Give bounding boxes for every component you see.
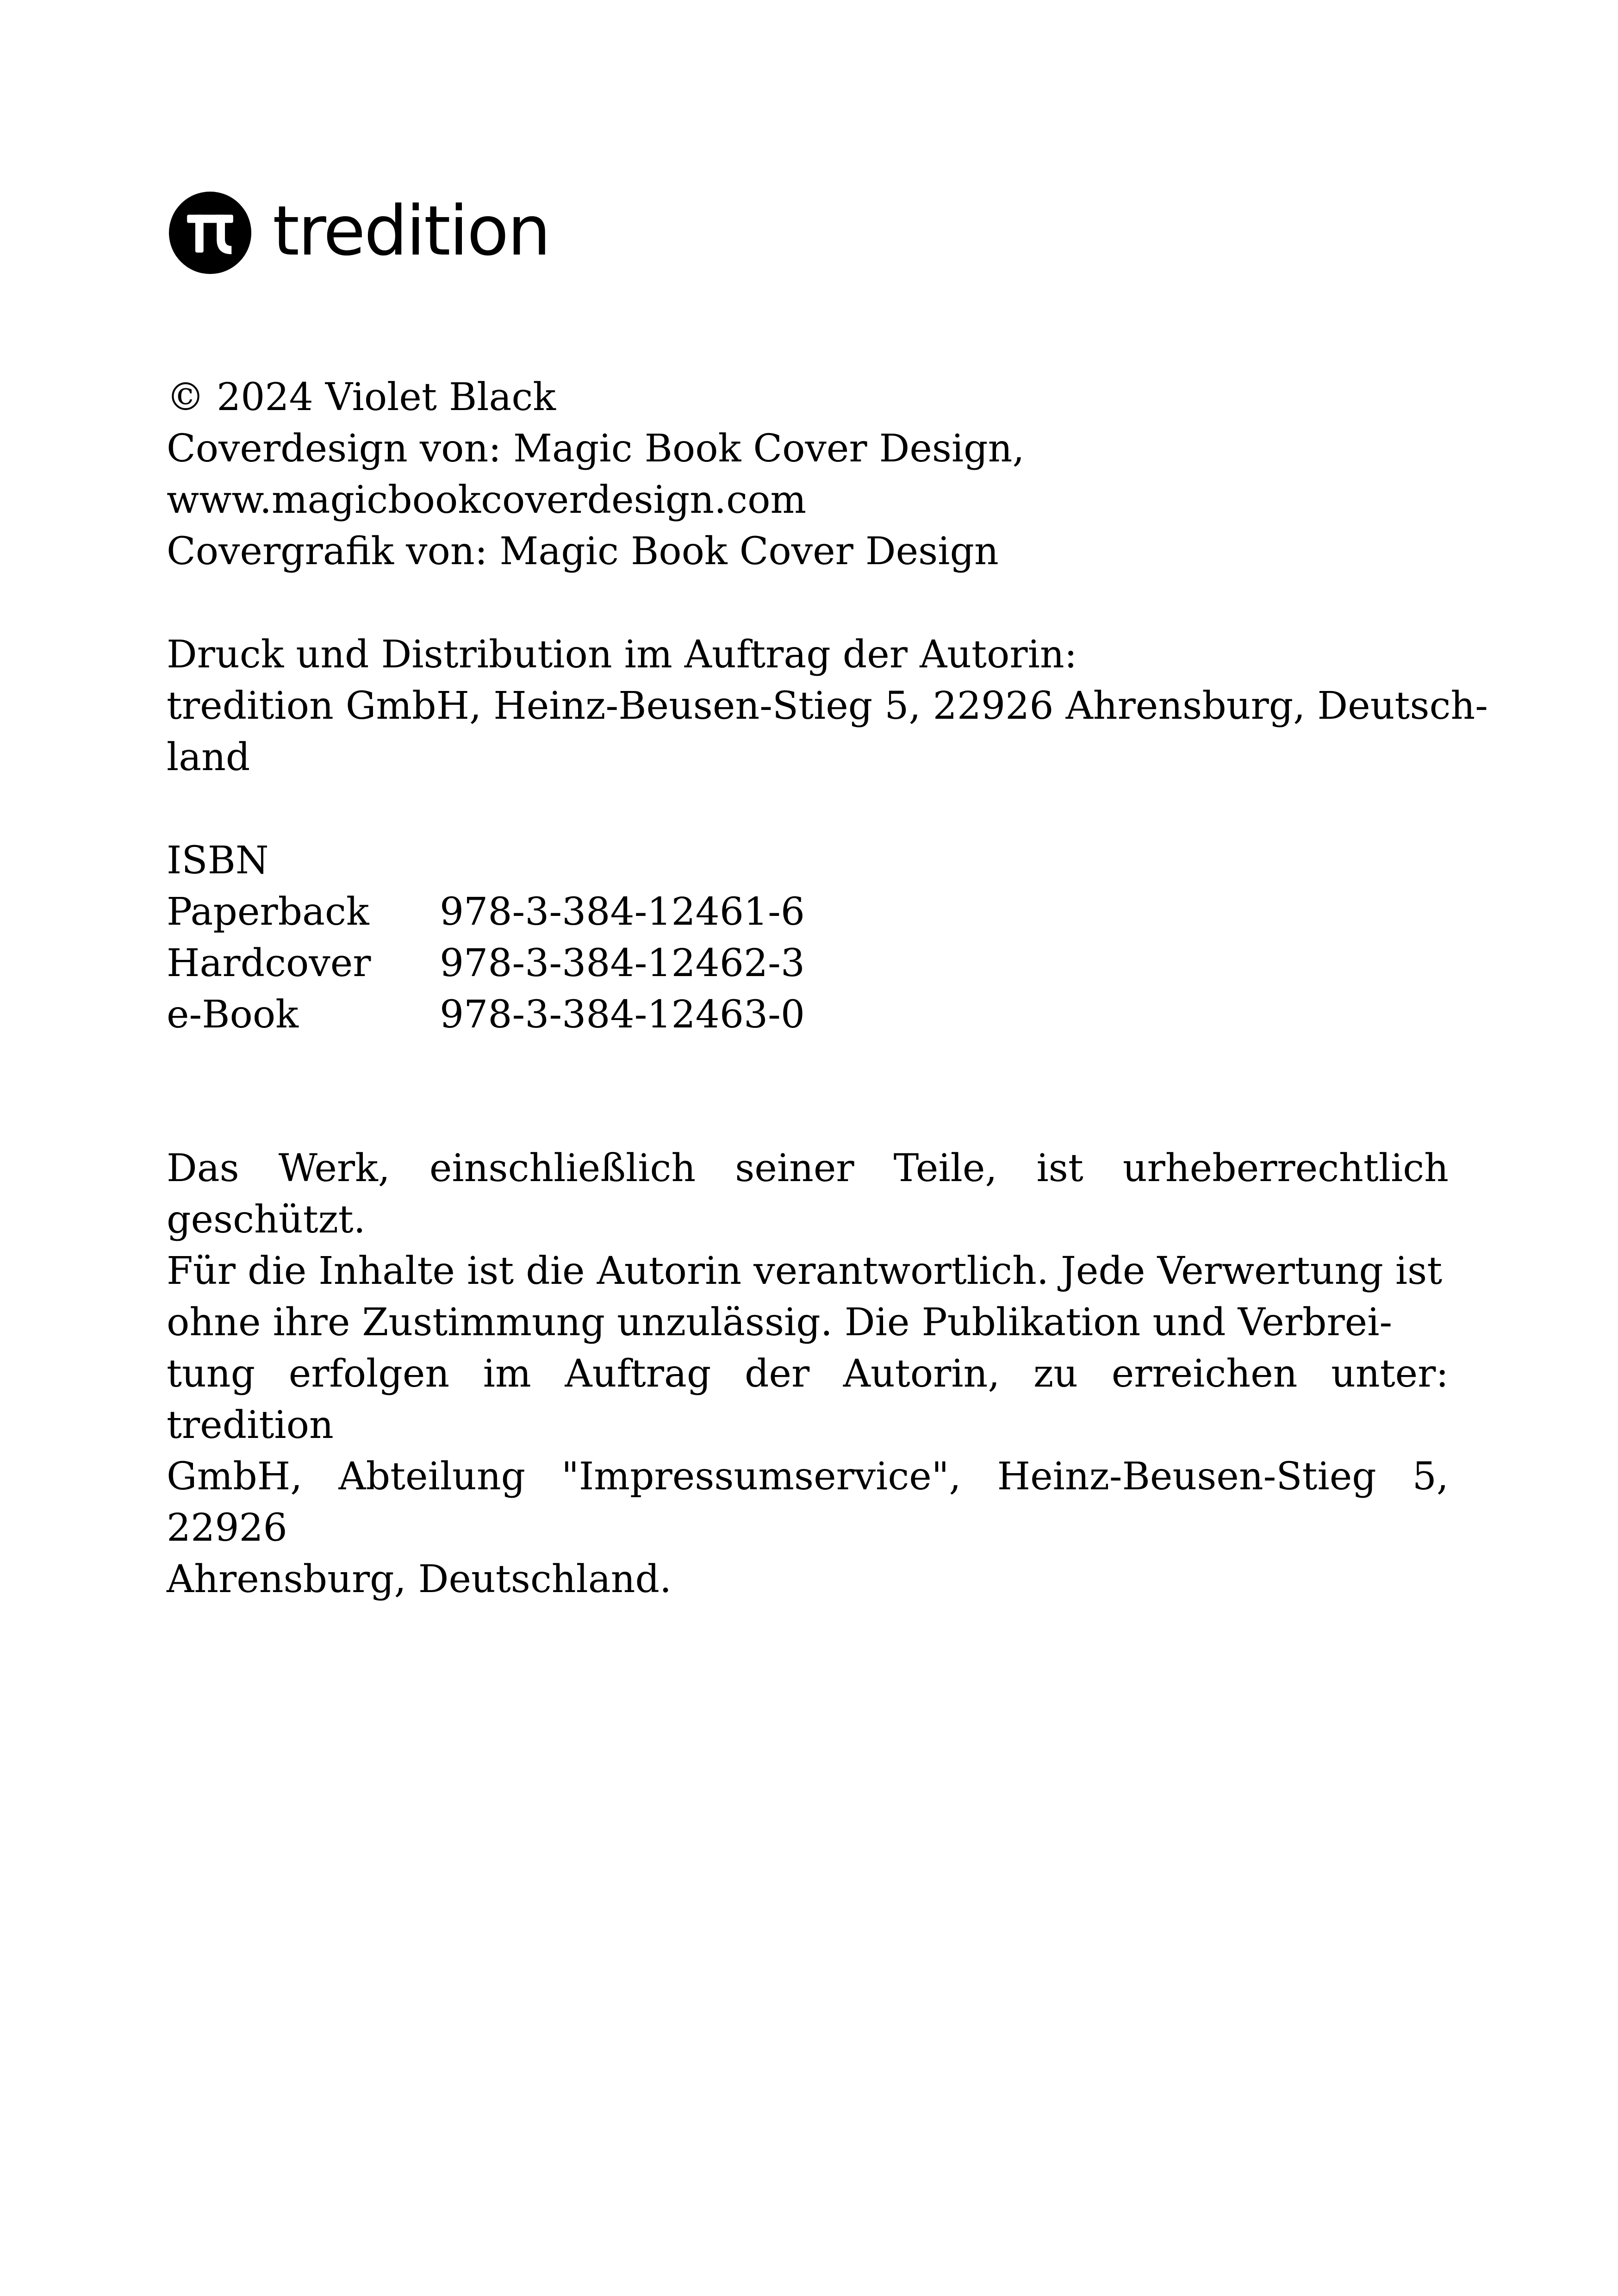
publisher-logo [169, 191, 549, 274]
isbn-number: 978-3-384-12462-3 [440, 941, 805, 985]
isbn-block [167, 835, 1449, 1040]
isbn-number: 978-3-384-12463-0 [440, 993, 805, 1037]
print-line-3: land [167, 735, 250, 779]
isbn-heading: ISBN [167, 839, 269, 883]
isbn-format: Paperback [167, 890, 369, 934]
isbn-number: 978-3-384-12461-6 [440, 890, 805, 934]
isbn-format: Hardcover [167, 941, 371, 985]
logo-wordmark: tredition [273, 191, 550, 271]
legal-notice [167, 1143, 1449, 1605]
cover-design-line: Coverdesign von: Magic Book Cover Design, [167, 427, 1025, 471]
legal-line: tung erfolgen im Auftrag der Autorin, zu erreichen unter: tredition [167, 1352, 1449, 1447]
copyright-line: © 2024 Violet Black [167, 375, 556, 419]
print-distribution-block [167, 629, 1488, 783]
cover-graphic-line: Covergrafik von: Magic Book Cover Design [167, 529, 999, 573]
print-line-2: tredition GmbH, Heinz-Beusen-Stieg 5, 22926 Ahrensburg, Deutsch- [167, 684, 1488, 728]
cover-design-url: www.magicbookcoverdesign.com [167, 478, 807, 522]
legal-line: Für die Inhalte ist die Autorin verantwortlich. Jede Verwertung ist [167, 1249, 1443, 1293]
legal-line: Ahrensburg, Deutschland. [167, 1557, 672, 1601]
print-line-1: Druck und Distribution im Auftrag der Autorin: [167, 633, 1077, 677]
legal-line: GmbH, Abteilung "Impressumservice", Heinz-Beusen-Stieg 5, 22926 [167, 1455, 1449, 1550]
isbn-row [167, 989, 1449, 1040]
tredition-logo-icon [169, 192, 251, 274]
isbn-row [167, 886, 1449, 938]
isbn-format: e-Book [167, 993, 299, 1037]
legal-line: ohne ihre Zustimmung unzulässig. Die Publikation und Verbrei- [167, 1300, 1393, 1344]
credits-block [167, 372, 1449, 577]
legal-line: Das Werk, einschließlich seiner Teile, ist urheberrechtlich geschützt. [167, 1146, 1449, 1242]
isbn-row [167, 938, 1449, 989]
